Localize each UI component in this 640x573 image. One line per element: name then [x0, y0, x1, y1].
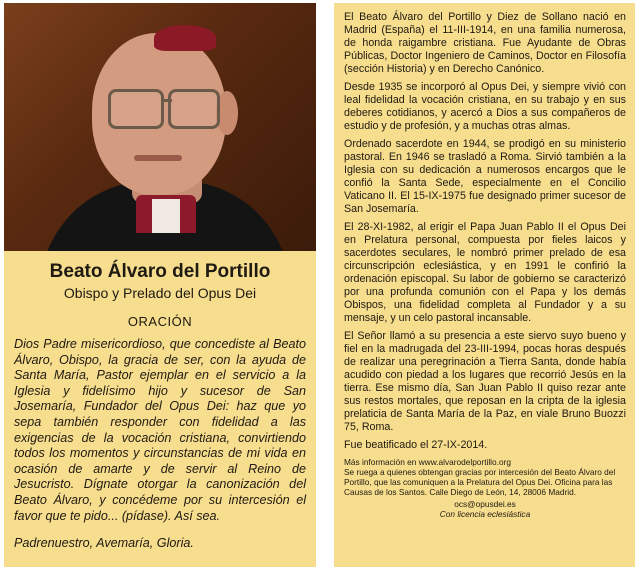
prayer-closing: Padrenuestro, Avemaría, Gloria. [14, 536, 194, 551]
portrait-clerical-collar [152, 199, 180, 233]
front-text [4, 261, 316, 550]
beatification-date: Fue beatificado el 27-IX-2014. [344, 439, 488, 451]
saint-title: Obispo y Prelado del Opus Dei [63, 285, 257, 301]
prayer-heading: ORACIÓN [127, 314, 193, 329]
portrait-glasses-bridge [162, 99, 172, 102]
ecclesiastical-license: Con licencia eclesiástica [439, 509, 531, 519]
bio-paragraph-2: Desde 1935 se incorporó al Opus Dei, y siempre vivió con leal fidelidad la vocación cristiana, en su trabajo y en sus deberes cotidianos, y acercó a Dios a sus compañeros de estudio y de profesión, y a muchas otras almas. [344, 81, 626, 132]
bio-paragraph-4: El 28-XI-1982, al erigir el Papa Juan Pablo II el Opus Dei en Prelatura personal, compuesta por fieles laicos y sacerdotes seculares, le nombró primer prelado de esa circunscripción eclesiástica, y en 1991 le confirió la ordenación episcopal. Su labor de gobierno se caracterizó por una profunda comunión con el Papa y los demás Obispos, una fidelidad completa al Fundador y a su mensaje, y un celo pastoral incansable. [344, 221, 626, 324]
portrait-photo [4, 3, 316, 251]
info-contact: Se ruega a quienes obtengan gracias por intercesión del Beato Álvaro del Portillo, que las comuniquen a la Prelatura del Opus Dei. Oficina para las Causas de los Santos. Calle Diego de León, 14, 28006 Madrid. [344, 467, 616, 497]
portrait-mouth [134, 155, 182, 161]
portrait-zucchetto [154, 25, 216, 51]
bio-paragraph-1: El Beato Álvaro del Portillo y Diez de Sollano nació en Madrid (España) el 11-III-1914, en una familia numerosa, de honda raigambre cristiana. Fue Ayudante de Obras Públicas, Doctor Ingeniero de Caminos, Doctor en Filosofía (sección Historia) y en Derecho Canónico. [344, 11, 626, 75]
bio-paragraph-5: El Señor llamó a su presencia a este siervo suyo bueno y fiel en la madrugada del 23-III-1994, pocas horas después de realizar una peregrinación a Tierra Santa, donde había acudido con piedad a los lugares que recorrió Jesús en la tierra. Ese mismo día, San Juan Pablo II quiso rezar ante sus restos mortales, que reposan en la cripta de la iglesia prelaticia de Santa María de la Paz, en viale Bruno Buozzi 75, Roma. [344, 330, 626, 433]
prayer-card-back [334, 3, 635, 567]
prayer-text: Dios Padre misericordioso, que concediste al Beato Álvaro, Obispo, la gracia de ser, con la ayuda de Santa María, Pastor ejemplar en el servicio a la Iglesia y fidelísimo hijo y sucesor de San Josemaría, Fundador del Opus Dei: haz que yo sepa también responder con fidelidad a las exigencias de la vocación cristiana, convirtiendo todos los momentos y circunstancias de mi vida en ocasión de amarte y de servir al Reino de Jesucristo. Dígnate otorgar la canonización del Beato Álvaro, y concédeme por su intercesión el favor que te pido... (pídase). Así sea. [14, 337, 306, 523]
contact-email: ocs@opusdei.es [454, 499, 516, 509]
bio-paragraph-3: Ordenado sacerdote en 1944, se prodigó en su ministerio pastoral. En 1946 se trasladó a Roma. Sirvió también a la Iglesia con su dedicación a numerosos encargos que le confió la Santa Sede, especialmente en el Concilio Vaticano II. El 15-IX-1975 fue designado primer sucesor de San Josemaría. [344, 138, 626, 215]
portrait-glasses-left [108, 89, 164, 129]
info-website: Más información en www.alvarodelportillo.org [344, 457, 511, 467]
prayer-card-front [4, 3, 316, 567]
portrait-glasses-right [168, 89, 220, 129]
saint-name: Beato Álvaro del Portillo [49, 261, 271, 282]
